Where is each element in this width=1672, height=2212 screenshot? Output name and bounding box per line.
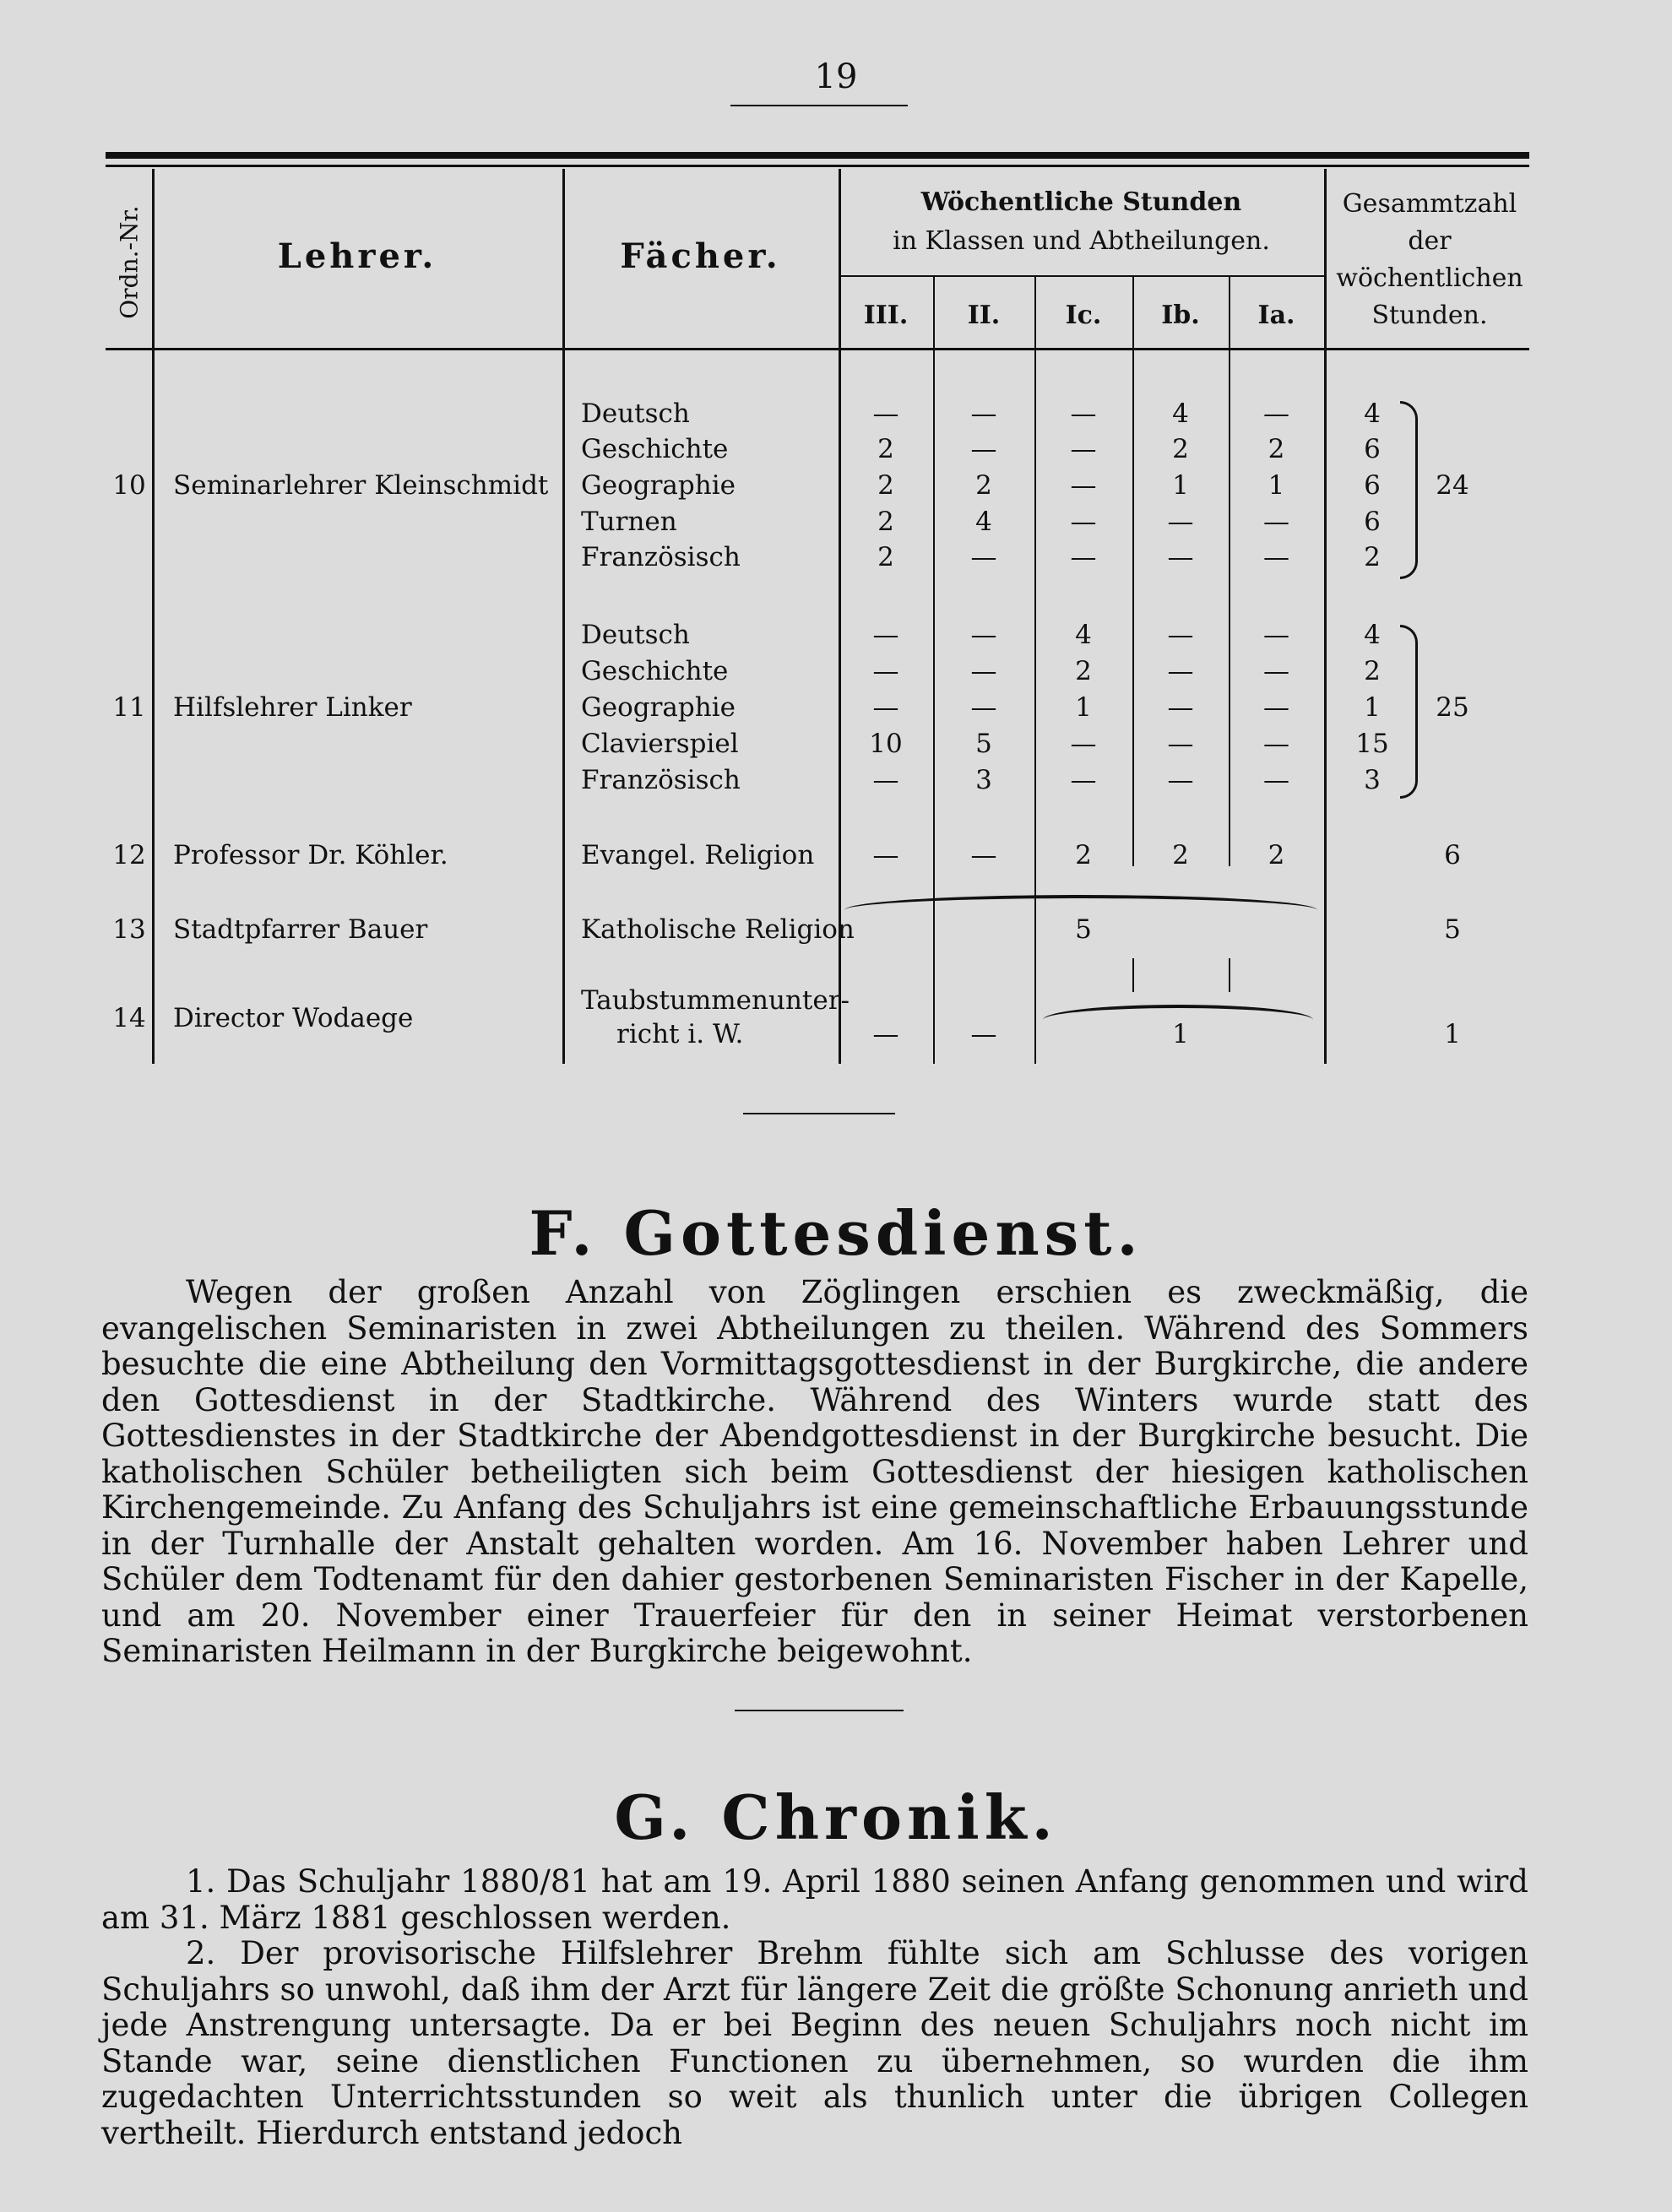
header-total-l2: der <box>1408 226 1452 256</box>
row-11-teacher: Hilfslehrer Linker <box>173 692 412 723</box>
cell-11-1-ib: — <box>1167 620 1194 650</box>
col-divider-ord <box>152 169 155 1064</box>
cell-11-5-sum: 3 <box>1364 765 1381 795</box>
cell-11-3-ii: — <box>970 692 997 723</box>
cell-11-2-ib: — <box>1167 656 1194 686</box>
section-g-title: G. Chronik. <box>614 1781 1058 1853</box>
cell-10-1-sum: 4 <box>1364 398 1381 429</box>
cell-10-2-sum: 6 <box>1364 434 1381 464</box>
row-13-subject-1: Katholische Religion <box>581 914 855 945</box>
cell-12-1-iii: — <box>872 840 899 870</box>
merged-brace-13 <box>844 895 1317 910</box>
table-header-rule <box>106 348 1529 350</box>
cell-10-2-ib: 2 <box>1172 434 1189 464</box>
cell-11-5-ia: — <box>1263 765 1289 795</box>
header-total-l3: wöchentlichen <box>1336 263 1523 293</box>
table-top-rule-thin <box>106 165 1529 167</box>
row-14-subject-l1: Taubstummenunter- <box>581 985 850 1016</box>
cell-11-3-ib: — <box>1167 692 1194 723</box>
cell-11-4-ib: — <box>1167 729 1194 759</box>
cell-11-5-ii: 3 <box>975 765 992 795</box>
cell-10-1-ib: 4 <box>1172 398 1189 429</box>
cell-14-merged: 1 <box>1172 1019 1189 1049</box>
page-number-rule <box>730 105 908 106</box>
cell-10-3-iii: 2 <box>877 470 894 501</box>
row-10-subject-1: Deutsch <box>581 398 690 429</box>
page-number: 19 <box>814 57 858 96</box>
cell-11-2-ic: 2 <box>1075 656 1092 686</box>
row-13-teacher: Stadtpfarrer Bauer <box>173 914 428 945</box>
cell-10-3-ii: 2 <box>975 470 992 501</box>
row-12-subject-1: Evangel. Religion <box>581 840 815 870</box>
cell-14-1-iii: — <box>872 1019 899 1049</box>
header-class-ii: II. <box>967 301 1001 330</box>
header-total-l1: Gesammtzahl <box>1342 189 1517 219</box>
row-11-nr: 11 <box>112 692 146 723</box>
weekly-subheader-rule <box>839 275 1324 277</box>
cell-10-4-ii: 4 <box>975 507 992 537</box>
cell-10-2-ic: — <box>1070 434 1097 464</box>
cell-10-5-ia: — <box>1263 542 1289 572</box>
col-divider-ic-lower <box>1132 958 1134 992</box>
cell-11-4-ii: 5 <box>975 729 992 759</box>
header-class-ic: Ic. <box>1065 301 1102 330</box>
cell-12-1-ic: 2 <box>1075 840 1092 870</box>
cell-11-2-iii: — <box>872 656 899 686</box>
cell-10-2-ii: — <box>970 434 997 464</box>
row-11-subject-4: Clavierspiel <box>581 729 739 759</box>
header-class-ia: Ia. <box>1257 301 1295 330</box>
chronik-item-1: 1. Das Schuljahr 1880/81 hat am 19. April 1880 seinen Anfang genommen und wird am 31. März 1881 geschlossen werden. <box>101 1863 1528 1936</box>
cell-11-2-sum: 2 <box>1364 656 1381 686</box>
row-10-subject-4: Turnen <box>581 507 677 537</box>
row-14-nr: 14 <box>112 1003 146 1033</box>
header-ord-nr: Ordn.-Nr. <box>115 204 144 319</box>
section-f-title: F. Gottesdienst. <box>529 1197 1143 1269</box>
header-teacher: Lehrer. <box>277 236 437 276</box>
cell-10-5-iii: 2 <box>877 542 894 572</box>
cell-10-3-ic: — <box>1070 470 1097 501</box>
cell-11-1-ic: 4 <box>1075 620 1092 650</box>
cell-11-5-ib: — <box>1167 765 1194 795</box>
cell-10-5-ib: — <box>1167 542 1194 572</box>
col-divider-teacher <box>562 169 565 1064</box>
cell-12-1-ia: 2 <box>1268 840 1285 870</box>
cell-10-2-ia: 2 <box>1268 434 1285 464</box>
cell-12-1-ii: — <box>970 840 997 870</box>
cell-11-2-ii: — <box>970 656 997 686</box>
cell-10-1-ic: — <box>1070 398 1097 429</box>
cell-10-1-ia: — <box>1263 398 1289 429</box>
row-10-teacher: Seminarlehrer Kleinschmidt <box>173 470 549 501</box>
cell-11-1-sum: 4 <box>1364 620 1381 650</box>
header-weekly-title: Wöchentliche Stunden <box>920 187 1242 217</box>
cell-11-3-iii: — <box>872 692 899 723</box>
cell-10-5-sum: 2 <box>1364 542 1381 572</box>
cell-10-3-ib: 1 <box>1172 470 1189 501</box>
cell-10-3-sum: 6 <box>1364 470 1381 501</box>
cell-10-4-sum: 6 <box>1364 507 1381 537</box>
cell-10-4-iii: 2 <box>877 507 894 537</box>
row-12-teacher: Professor Dr. Köhler. <box>173 840 448 870</box>
row-11-subject-5: Französisch <box>581 765 741 795</box>
cell-12-1-ib: 2 <box>1172 840 1189 870</box>
cell-11-4-ic: — <box>1070 729 1097 759</box>
cell-11-4-ia: — <box>1263 729 1289 759</box>
header-class-ib: Ib. <box>1161 301 1200 330</box>
row-12-total: 6 <box>1444 840 1461 870</box>
row-11-subject-2: Geschichte <box>581 656 729 686</box>
group-11-brace <box>1400 625 1418 799</box>
cell-11-2-ia: — <box>1263 656 1289 686</box>
section-g-separator <box>735 1710 904 1711</box>
row-10-total: 24 <box>1436 470 1469 501</box>
cell-11-5-ic: — <box>1070 765 1097 795</box>
cell-10-3-ia: 1 <box>1268 470 1285 501</box>
col-divider-ib-lower <box>1229 958 1230 992</box>
row-11-subject-3: Geographie <box>581 692 736 723</box>
row-14-total: 1 <box>1444 1019 1461 1049</box>
header-class-iii: III. <box>863 301 909 330</box>
cell-11-1-ii: — <box>970 620 997 650</box>
cell-11-4-iii: 10 <box>869 729 903 759</box>
cell-10-4-ic: — <box>1070 507 1097 537</box>
cell-11-4-sum: 15 <box>1355 729 1389 759</box>
cell-11-3-ic: 1 <box>1075 692 1092 723</box>
header-subjects: Fächer. <box>620 236 781 276</box>
cell-10-4-ib: — <box>1167 507 1194 537</box>
cell-10-5-ii: — <box>970 542 997 572</box>
row-14-teacher: Director Wodaege <box>173 1003 414 1033</box>
cell-11-5-iii: — <box>872 765 899 795</box>
cell-10-1-iii: — <box>872 398 899 429</box>
row-10-subject-5: Französisch <box>581 542 741 572</box>
group-10-brace <box>1400 401 1418 579</box>
row-10-subject-3: Geographie <box>581 470 736 501</box>
cell-10-1-ii: — <box>970 398 997 429</box>
row-11-subject-1: Deutsch <box>581 620 690 650</box>
row-13-total: 5 <box>1444 914 1461 945</box>
section-g-paragraphs <box>101 1864 1528 2151</box>
cell-14-1-ii: — <box>970 1019 997 1049</box>
row-10-subject-2: Geschichte <box>581 434 729 464</box>
cell-11-3-ia: — <box>1263 692 1289 723</box>
cell-10-5-ic: — <box>1070 542 1097 572</box>
cell-10-2-iii: 2 <box>877 434 894 464</box>
cell-11-3-sum: 1 <box>1364 692 1381 723</box>
row-12-nr: 12 <box>112 840 146 870</box>
cell-13-merged: 5 <box>1075 914 1092 945</box>
cell-10-4-ia: — <box>1263 507 1289 537</box>
cell-11-1-ia: — <box>1263 620 1289 650</box>
chronik-item-2: 2. Der provisorische Hilfslehrer Brehm fühlte sich am Schlusse des vorigen Schuljahrs so unwohl, daß ihm der Arzt für längere Zeit die größte Schonung anrieth und jede Anstrengung untersagte. Da er bei Beginn des neuen Schuljahrs noch nicht im Stande war, seine dienstlichen Functionen zu übernehmen, so wurden die ihm zugedachten Unterrichtsstunden so weit als thunlich unter die übrigen Collegen vertheilt. Hierdurch entstand jedoch <box>101 1935 1528 2151</box>
header-weekly-sub: in Klassen und Abtheilungen. <box>893 226 1270 256</box>
row-11-total: 25 <box>1436 692 1469 723</box>
header-total-l4: Stunden. <box>1371 301 1488 330</box>
row-14-subject-l2: richt i. W. <box>616 1019 744 1049</box>
table-top-rule-thick <box>106 152 1529 159</box>
section-f-text: Wegen der großen Anzahl von Zöglingen erschien es zweckmäßig, die evangelischen Seminaristen in zwei Abtheilungen zu theilen. Während des Sommers besuchte die eine Abtheilung den Vormittagsgottesdienst in der Burgkirche, die andere den Gottesdienst in der Stadtkirche. Während des Winters wurde statt des Gottesdienstes in der Stadtkirche der Abendgottesdienst in der Burgkirche besucht. Die katholischen Schüler betheiligten sich beim Gottesdienst der hiesigen katholischen Kirchengemeinde. Zu Anfang des Schuljahrs ist eine gemeinschaftliche Erbauungsstunde in der Turnhalle der Anstalt gehalten worden. Am 16. November haben Lehrer und Schüler dem Todtenamt für den dahier gestorbenen Seminaristen Fischer in der Kapelle, und am 20. November einer Trauerfeier für den in seiner Heimat verstorbenen Seminaristen Heilmann in der Burgkirche beigewohnt. <box>101 1274 1528 1669</box>
row-10-nr: 10 <box>112 470 146 501</box>
section-f-paragraph <box>101 1275 1528 1670</box>
row-13-nr: 13 <box>112 914 146 945</box>
cell-11-1-iii: — <box>872 620 899 650</box>
section-f-separator <box>743 1113 895 1114</box>
